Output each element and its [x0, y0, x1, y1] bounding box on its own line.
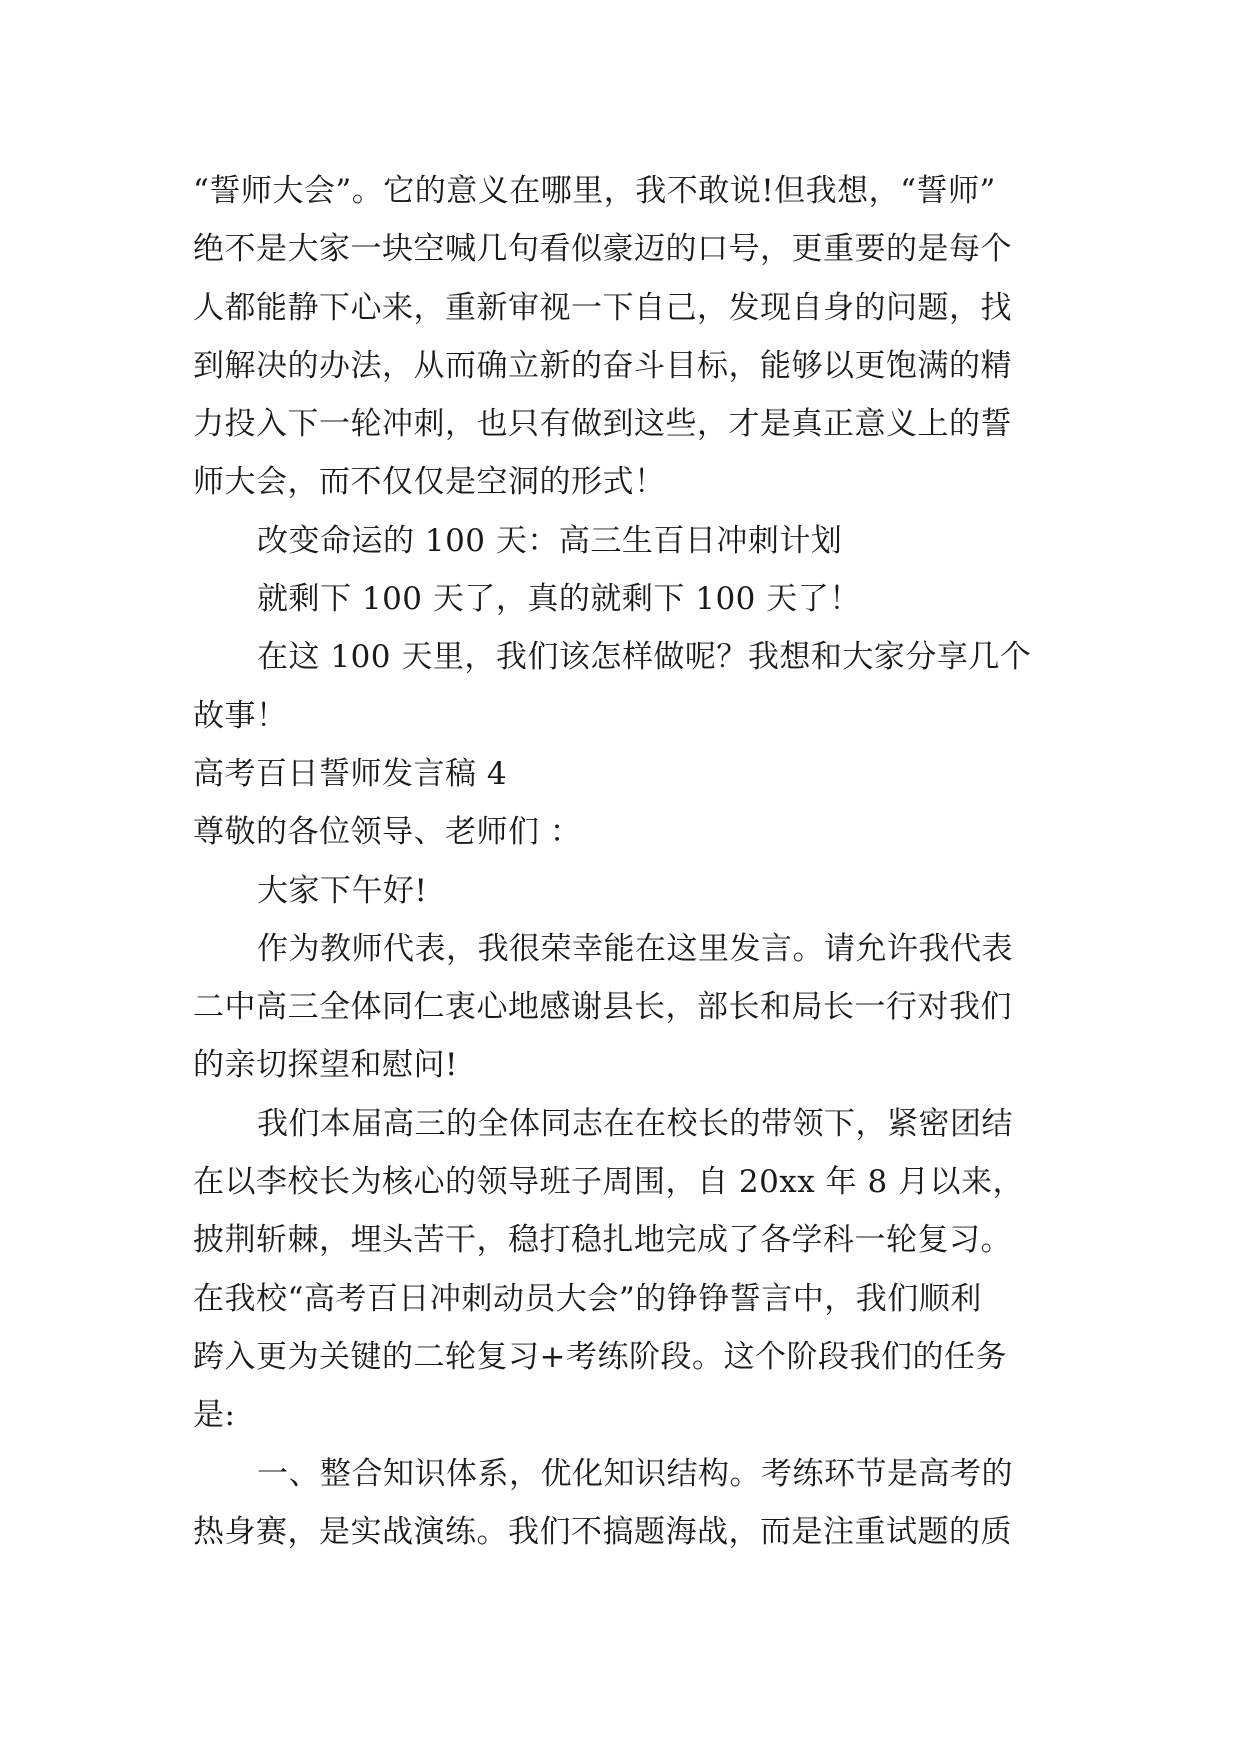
text-line: 绝不是大家一块空喊几句看似豪迈的口号，更重要的是每个 — [193, 231, 1012, 268]
text-line: 尊敬的各位领导、老师们 ： — [193, 814, 582, 851]
text-line: 的亲切探望和慰问! — [193, 1047, 458, 1084]
text-line: 作为教师代表，我很荣幸能在这里发言。请允许我代表 — [257, 930, 1013, 967]
text-line: 高考百日誓师发言稿 4 — [193, 755, 508, 792]
text-line: 在以李校长为核心的领导班子周围，自 20xx 年 8 月以来， — [193, 1164, 1025, 1201]
text-line: 披荆斩棘，埋头苦干，稳打稳扎地完成了各学科一轮复习。 — [193, 1222, 1012, 1259]
text-line: 一、整合知识体系，优化知识结构。考练环节是高考的 — [257, 1455, 1013, 1492]
text-line: 人都能静下心来，重新审视一下自己，发现自身的问题，找 — [193, 289, 1012, 326]
text-line: 故事！ — [193, 697, 288, 734]
text-line: 在这 100 天里，我们该怎样做呢？我想和大家分享几个 — [257, 639, 1032, 676]
text-line: 改变命运的 100 天：高三生百日冲刺计划 — [257, 522, 843, 559]
text-line: 到解决的办法，从而确立新的奋斗目标，能够以更饱满的精 — [193, 347, 1012, 384]
text-line: 跨入更为关键的二轮复习+考练阶段。这个阶段我们的任务 — [193, 1338, 1007, 1375]
text-line: 在我校“高考百日冲刺动员大会”的铮铮誓言中，我们顺利 — [193, 1280, 982, 1317]
text-line: 热身赛，是实战演练。我们不搞题海战，而是注重试题的质 — [193, 1513, 1012, 1550]
text-line: “誓师大会”。它的意义在哪里，我不敢说!但我想，“誓师” — [193, 173, 996, 209]
text-line: 大家下午好! — [257, 872, 428, 909]
document-body — [193, 162, 1063, 1561]
text-line: 师大会，而不仅仅是空洞的形式！ — [193, 464, 666, 501]
text-line: 力投入下一轮冲刺，也只有做到这些，才是真正意义上的誓 — [193, 406, 1012, 443]
text-line: 就剩下 100 天了，真的就剩下 100 天了！ — [257, 581, 861, 618]
text-line: 我们本届高三的全体同志在在校长的带领下，紧密团结 — [257, 1105, 1013, 1142]
text-line: 是: — [193, 1397, 236, 1434]
text-line: 二中高三全体同仁衷心地感谢县长，部长和局长一行对我们 — [193, 989, 1012, 1026]
